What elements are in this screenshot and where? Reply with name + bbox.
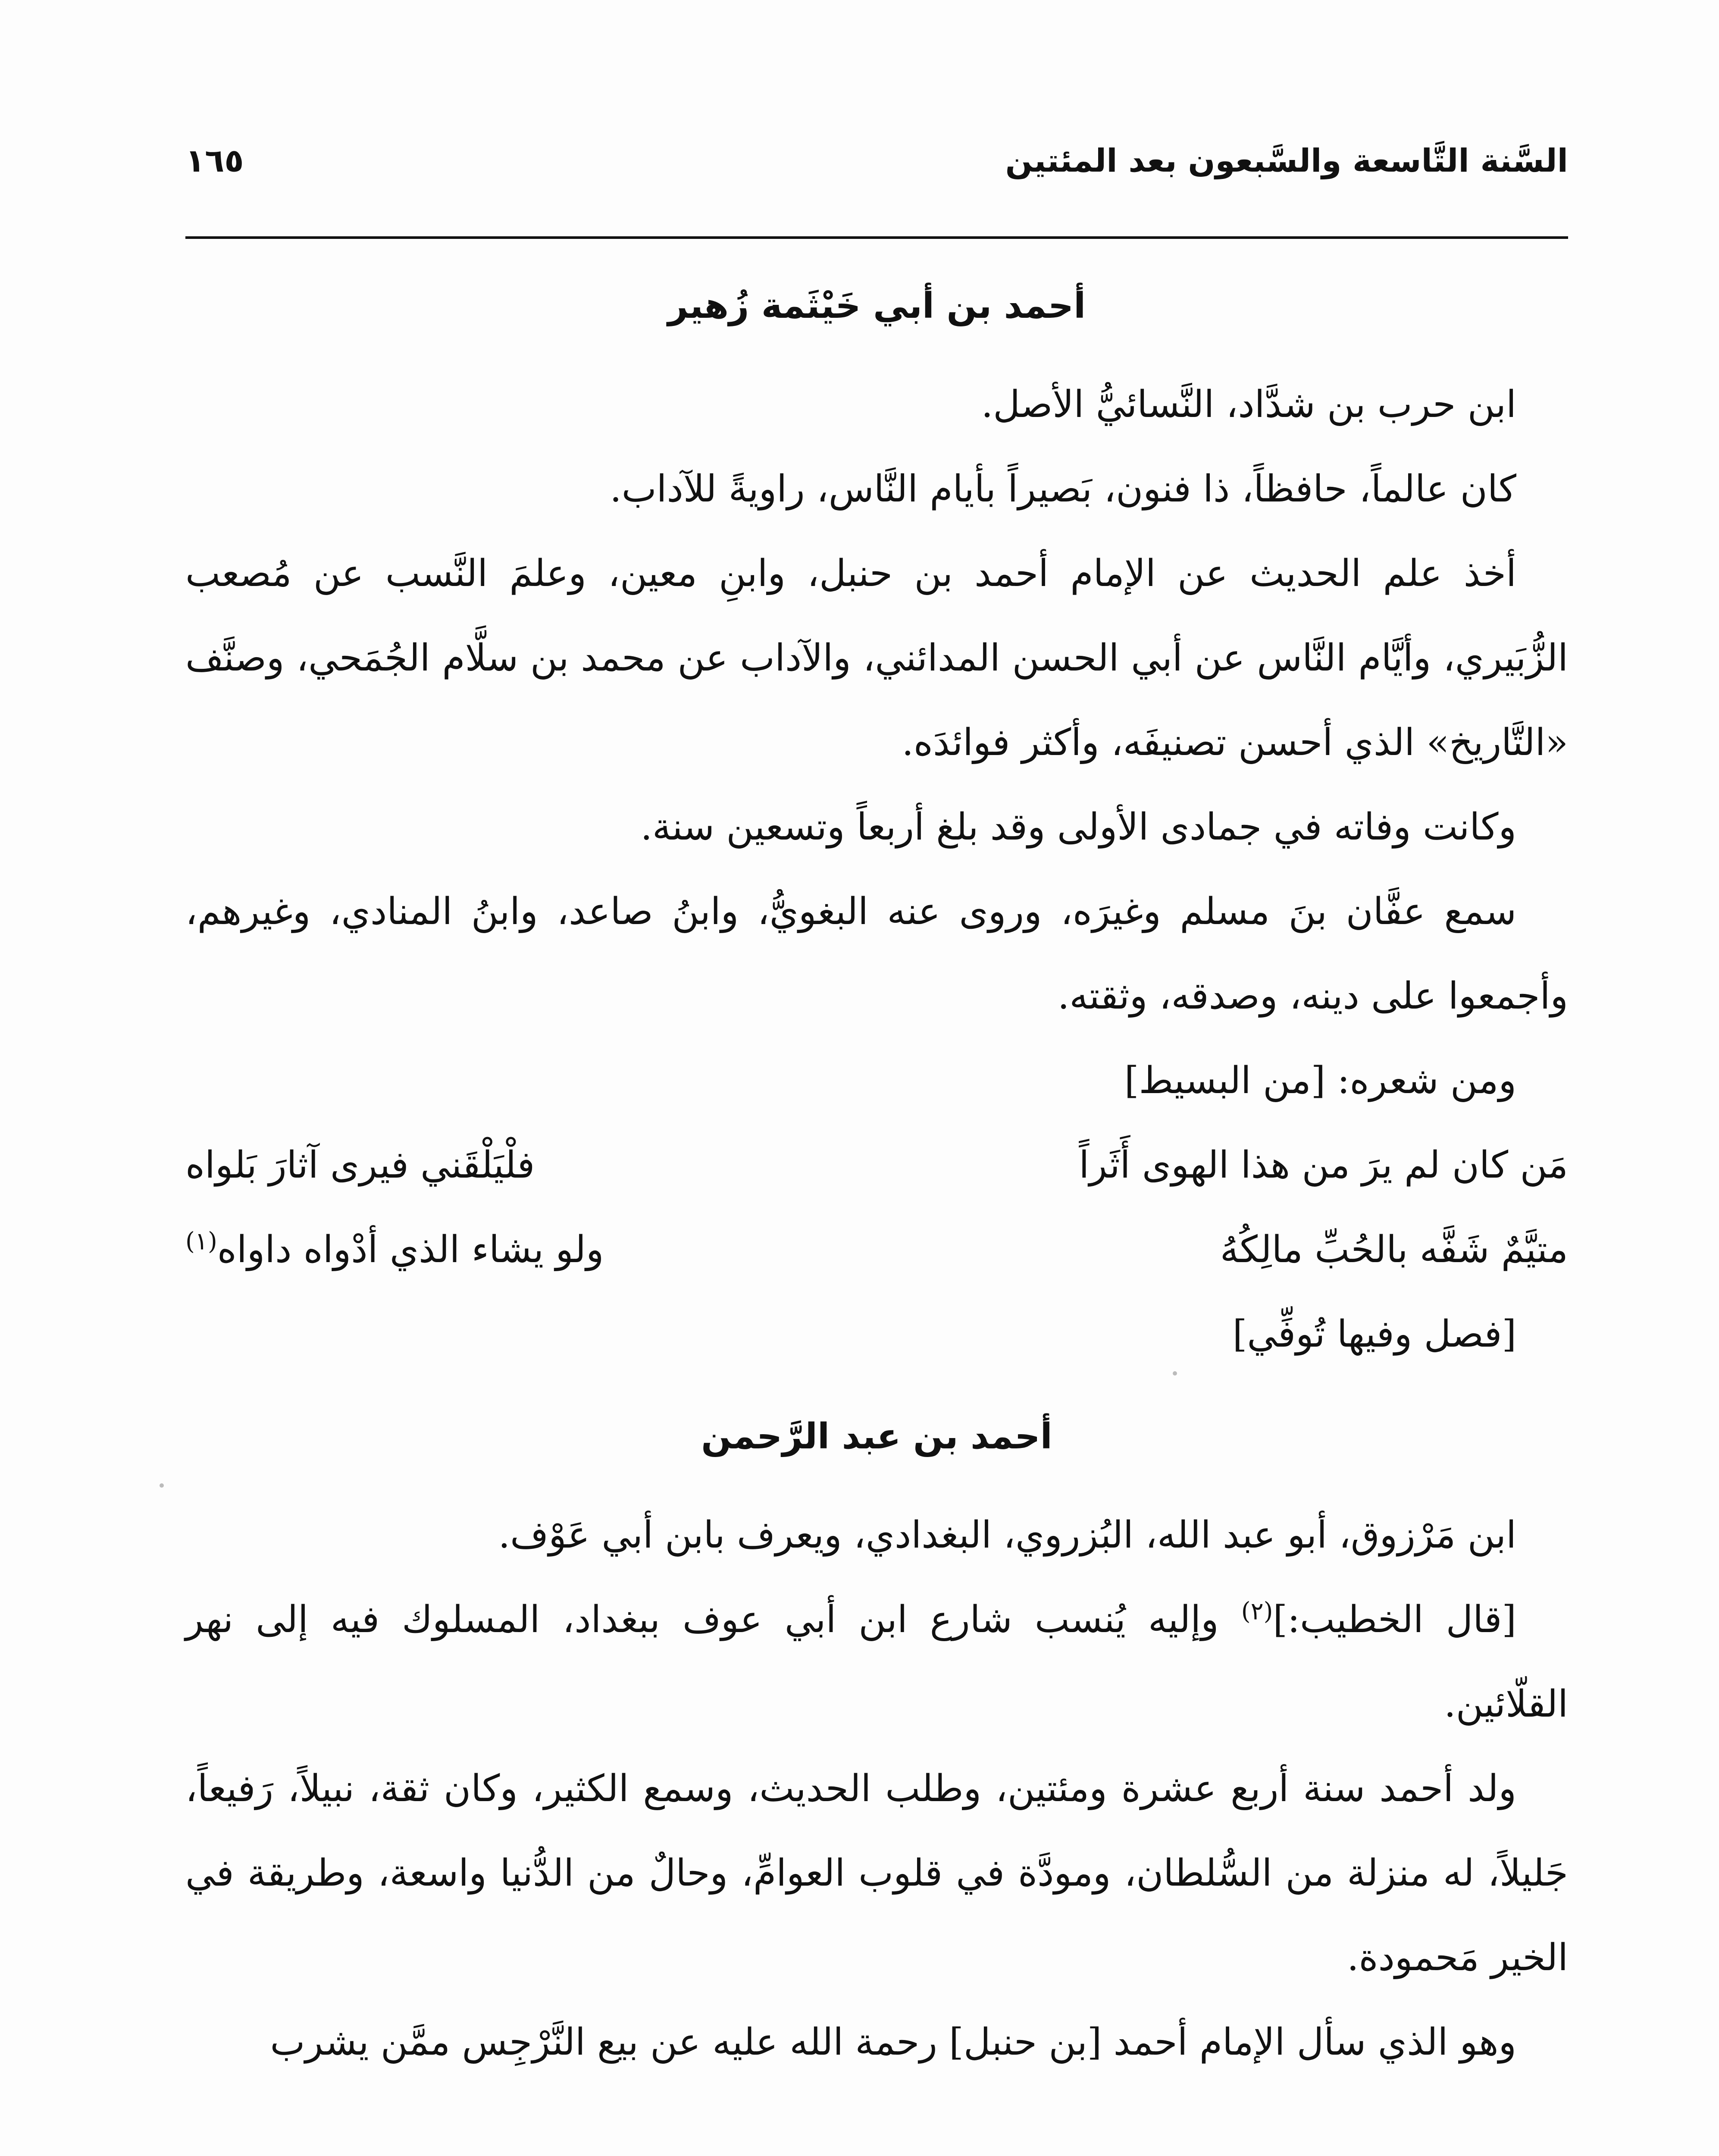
scan-speck	[1173, 1371, 1177, 1376]
paragraph-text: وإليه يُنسب شارع ابن أبي عوف ببغداد، المسلوك فيه إلى نهر القلّائين.	[185, 1598, 1568, 1726]
entry-heading-ahmad-ibn-abi-khaythama: أحمد بن أبي خَيْثَمة زُهير	[667, 285, 1086, 326]
hemistich-first: متيَّمٌ شَفَّه بالحُبِّ مالِكُهُ	[1220, 1228, 1568, 1271]
poem-verse	[185, 1207, 1568, 1292]
footnote-ref-2[interactable]: (٢)	[1241, 1597, 1273, 1626]
hemistich-second: فلْيَلْقَني فيرى آثارَ بَلواه	[185, 1144, 535, 1187]
poem-intro: ومن شعره: [من البسيط]	[1124, 1059, 1516, 1102]
bracket-quote: [قال الخطيب:]	[1273, 1598, 1516, 1641]
paragraph: أخذ علم الحديث عن الإمام أحمد بن حنبل، وابنِ معين، وعلمَ النَّسب عن مُصعب الزُّبَيري، وأيَّام النَّاس عن أبي الحسن المدائني، والآداب عن محمد بن سلَّام الجُمَحي، وصنَّف «التَّاريخ» الذي أحسن تصنيفَه، وأكثر فوائدَه.	[185, 552, 1568, 764]
paragraph: سمع عفَّان بنَ مسلم وغيرَه، وروى عنه البغويُّ، وابنُ صاعد، وابنُ المنادي، وغيرهم، وأجمعوا على دينه، وصدقه، وثقته.	[185, 890, 1568, 1018]
poem-verse	[185, 1123, 1568, 1207]
paragraph: وكانت وفاته في جمادى الأولى وقد بلغ أربعاً وتسعين سنة.	[640, 805, 1516, 849]
running-title: السَّنة التَّاسعة والسَّبعون بعد المئتين	[1005, 142, 1568, 179]
main-text	[185, 276, 1568, 2084]
page-number: ١٦٥	[185, 142, 244, 179]
hemistich-text: ولو يشاء الذي أدْواه داواه	[217, 1228, 604, 1271]
paragraph: ابن حرب بن شدَّاد، النَّسائيُّ الأصل.	[981, 383, 1516, 426]
hemistich-second-with-note	[185, 1207, 849, 1292]
paragraph: ابن مَرْزوق، أبو عبد الله، البُزروي، البغدادي، ويعرف بابن أبي عَوْف.	[498, 1514, 1516, 1557]
paragraph: ولد أحمد سنة أربع عشرة ومئتين، وطلب الحديث، وسمع الكثير، وكان ثقة، نبيلاً، رَفيعاً، جَليلاً، له منزلة من السُّلطان، ومودَّة في قلوب العوامِّ، وحالٌ من الدُّنيا واسعة، وطريقة في الخير مَحمودة.	[185, 1767, 1568, 1979]
paragraph-with-note	[185, 1577, 1568, 1746]
hemistich-first: مَن كان لم يرَ من هذا الهوى أَثَراً	[1079, 1144, 1568, 1187]
header-rule	[185, 236, 1568, 239]
running-header	[185, 142, 1568, 194]
paragraph: وهو الذي سأل الإمام أحمد [بن حنبل] رحمة الله عليه عن بيع النَّرْجِس ممَّن يشرب	[270, 2021, 1516, 2064]
scan-speck	[160, 1483, 164, 1488]
entry-heading-ahmad-ibn-abd-al-rahman: أحمد بن عبد الرَّحمن	[701, 1416, 1052, 1457]
paragraph: كان عالماً، حافظاً، ذا فنون، بَصيراً بأيام النَّاس، راويةً للآداب.	[610, 467, 1516, 511]
section-note: [فصل وفيها تُوفِّي]	[1232, 1313, 1516, 1356]
footnote-ref-1[interactable]: (١)	[185, 1227, 217, 1256]
